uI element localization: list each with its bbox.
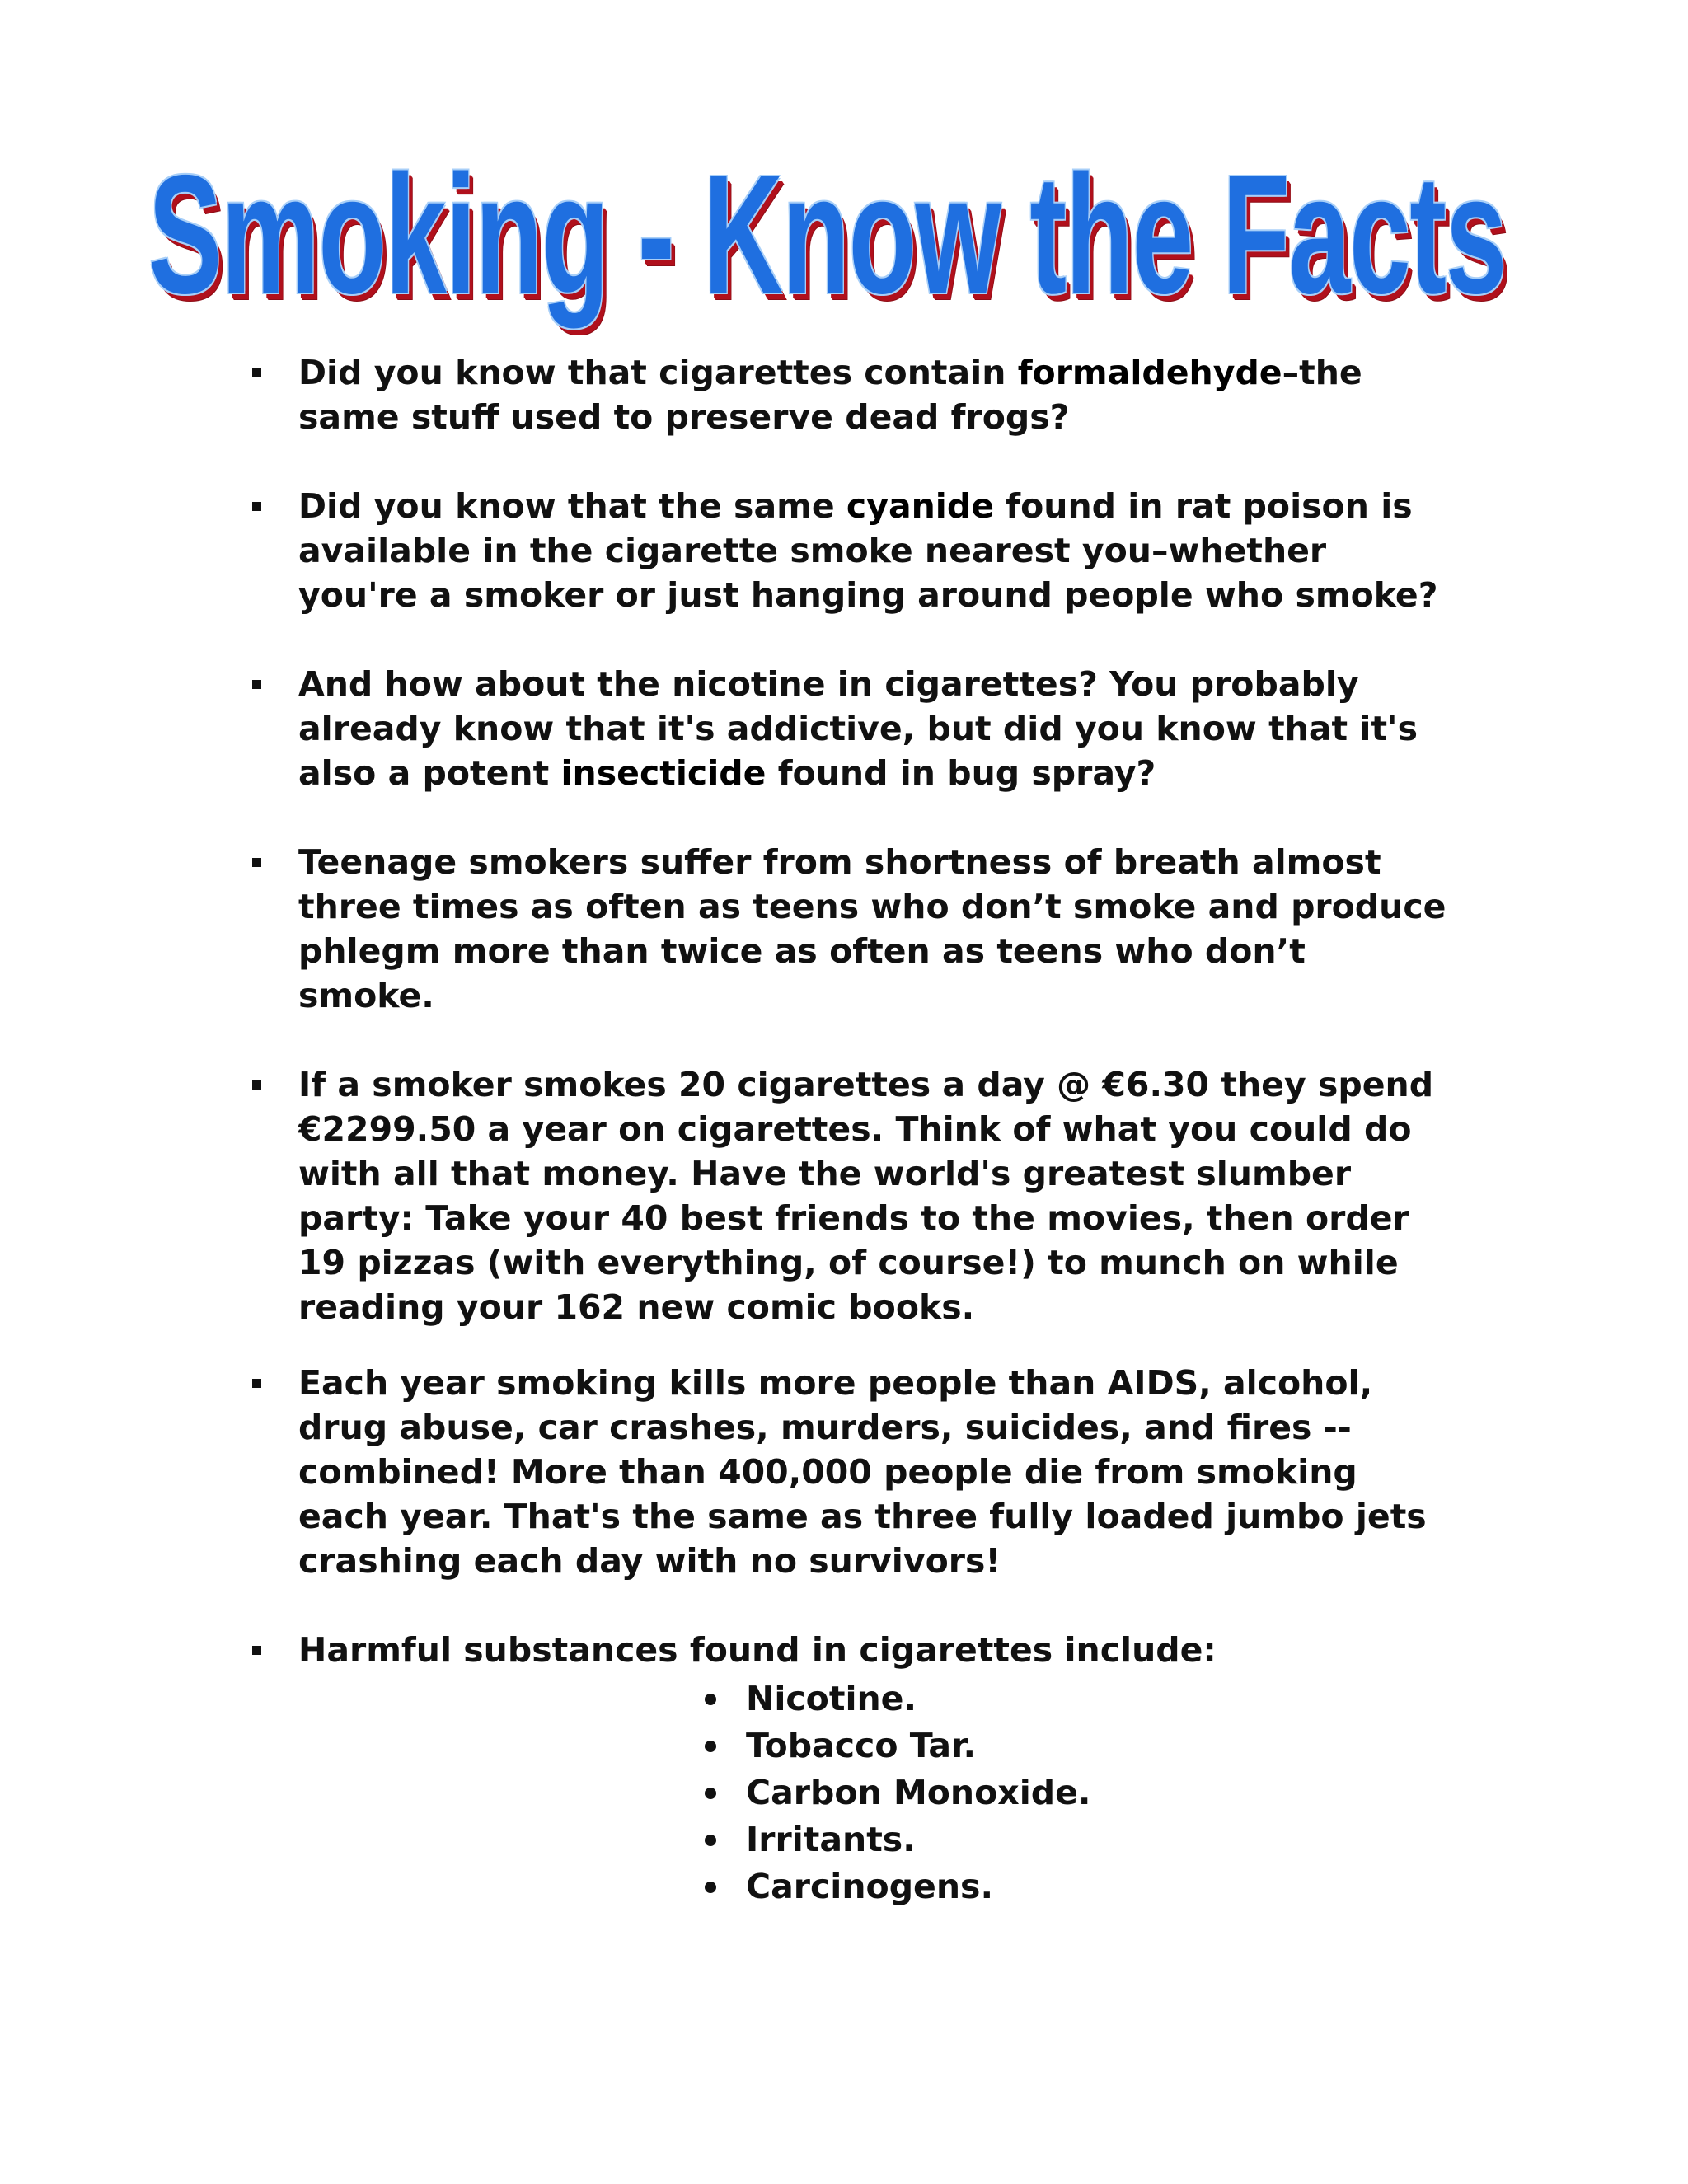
fact-cost [247,1062,1451,1329]
substance-item: Irritants. [696,1816,1451,1863]
substance-item: Tobacco Tar. [696,1722,1451,1769]
keyword-insecticide: insecticide [560,753,767,793]
substance-item: Carbon Monoxide. [696,1769,1451,1816]
fact-harmful-substances [247,1628,1451,1910]
substance-item: Carcinogens. [696,1863,1451,1910]
fact-nicotine [247,662,1451,795]
fact-formaldehyde [247,350,1451,439]
fact-teen-smokers [247,840,1451,1018]
fact-deaths [247,1361,1451,1583]
fact-text: found in bug spray? [766,753,1156,793]
fact-text: found in rat poison is available in the cigarette smoke nearest you–whether you're a smoker or just hanging around people who smoke? [298,486,1438,615]
fact-cyanide [247,484,1451,617]
fact-text: Teenage smokers suffer from shortness of breath almost three times as often as teens who don’t smoke and produce phlegm more than twice as often as teens who don’t smoke. [298,842,1447,1015]
substances-list [298,1675,1451,1910]
fact-text: Each year smoking kills more people than AIDS, alcohol, drug abuse, car crashes, murders, suicides, and fires -- combined! More than 400,000 people die from smoking each year. That's the same as three fully loaded jumbo jets crashing each day with no survivors! [298,1363,1427,1581]
fact-text: Harmful substances found in cigarettes include: [298,1630,1217,1670]
keyword-cyanide: cyanide [846,486,995,526]
keyword-formaldehyde: formaldehyde [1017,353,1282,392]
fact-text: –the same stuff used to preserve dead frogs? [298,353,1362,437]
fact-text: Did you know that the same [298,486,846,526]
fact-text: Did you know that cigarettes contain [298,353,1018,392]
fact-text: And how about the nicotine in cigarettes? You probably already know that it's addictive, but did you know that it's also a potent [298,664,1418,793]
facts-list [247,350,1451,1955]
fact-text: If a smoker smokes 20 cigarettes a day @ €6.30 they spend €2299.50 a year on cigarettes. Think of what you could do with all that money. Have the world's greatest slumber party: Take your 40 best friends to the movies, then order 19 pizzas (with everything, of course!) to munch on while reading your 162 new comic books. [298,1065,1434,1327]
page-title: Smoking - Know the Facts [148,140,1507,329]
substance-item: Nicotine. [696,1675,1451,1722]
